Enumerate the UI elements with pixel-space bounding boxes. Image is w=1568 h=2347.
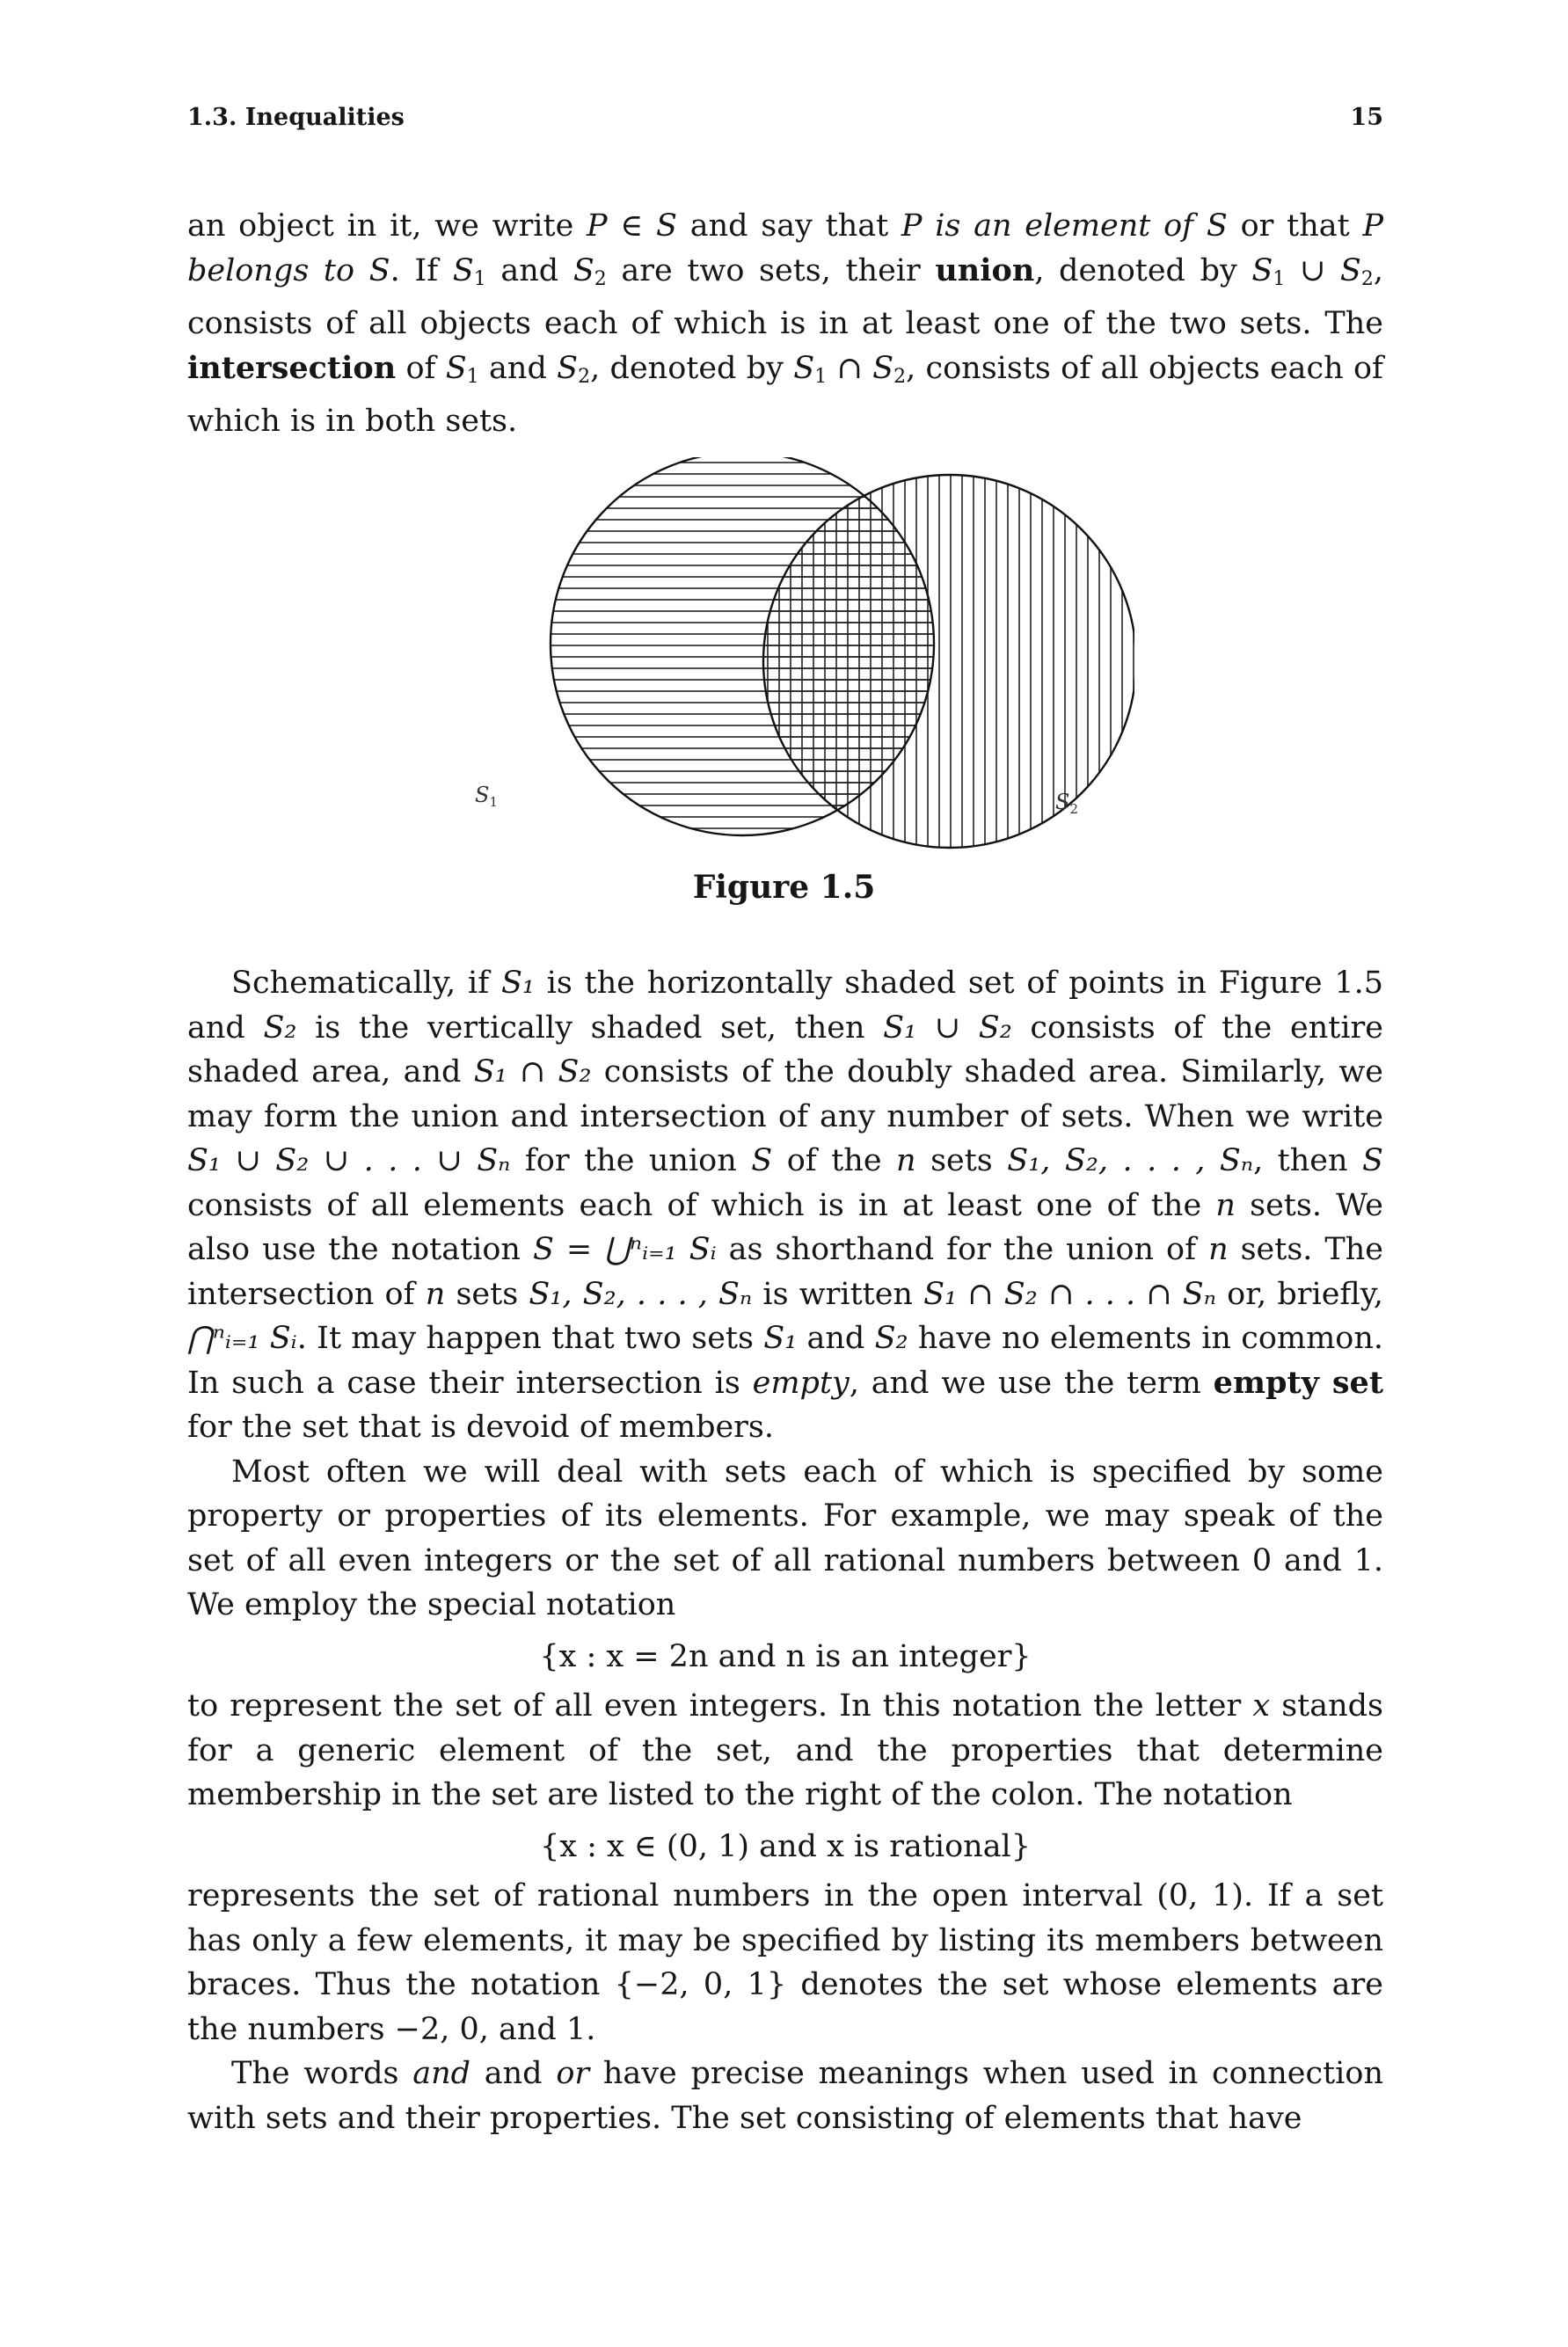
paragraph-2-text: Schematically, if S₁ is the horizontally shaded set of points in Figure 1.5 and S₂ is the vertically shaded set, then S₁ ∪ S₂ consists of the entire shaded area, and S₁ ∩ S₂ consists of the doubly shaded area. Similarly, we may form the union and intersection of any number of sets. When we write S₁ ∪ S₂ ∪ . . . ∪ Sₙ for the union S of the n sets S₁, S₂, . . . , Sₙ, then S consists of all elements each of which is in at least one of the n sets. We also use the notation S = ⋃ⁿᵢ₌₁ Sᵢ as shorthand for the union of n sets. The intersection of n sets S₁, S₂, . . . , Sₙ is written S₁ ∩ S₂ ∩ . . . ∩ Sₙ or, briefly, ⋂ⁿᵢ₌₁ Sᵢ. It may happen that two sets S₁ and S₂ have no elements in common. In such a case their intersection is empty, and we use the term empty set for the set that is devoid of members. (187, 966, 1384, 1445)
union-notation: S = ⋃ⁿᵢ₌₁ Sᵢ (532, 1232, 717, 1267)
paragraph-1 (187, 204, 1383, 444)
term-empty-set: empty set (1213, 1364, 1383, 1401)
paragraph-1-text: an object in it, we write P ∈ S and say that P is an element of S or that P belongs to S. If S1 and S2 are two sets, their union, denoted by S1 ∪ S2, consists of all objects each of which is in at least one of the two sets. The intersection of S1 and S2, denoted by S1 ∩ S2, consists of all objects each of which is in both sets. (187, 208, 1384, 439)
intersection-notation: ⋂ⁿᵢ₌₁ Sᵢ (187, 1321, 297, 1356)
paragraph-5-text: represents the set of rational numbers in the open interval (0, 1). If a set has only a few elements, it may be specified by listing its members between braces. Thus the notation {−2, 0, 1} denotes the set whose elements are the numbers −2, 0, and 1. (187, 1878, 1383, 2047)
paragraph-2 (187, 961, 1383, 2140)
equation-even-integers: {x : x = 2n and n is an integer} (539, 1638, 1032, 1674)
paragraph-3-text: Most often we will deal with sets each of which is specified by some property or properties of its elements. For example, we may speak of the set of all even integers or the set of all rational numbers between 0 and 1. We employ the special notation (187, 1454, 1383, 1622)
running-header (187, 104, 1383, 142)
label-s2: $S_2$ (1055, 790, 1078, 817)
equation-rationals: {x : x ∈ (0, 1) and x is rational} (539, 1828, 1032, 1864)
term-intersection: intersection (187, 349, 397, 386)
figure-caption: Figure 1.5 (692, 869, 876, 906)
section-title: 1.3. Inequalities (187, 104, 405, 131)
label-s1: $S_1$ (475, 783, 498, 810)
paragraph-4-text: to represent the set of all even integers. In this notation the letter x stands for a generic element of the set, and the properties that determine membership in the set are listed to the right of the colon. The notation (187, 1688, 1383, 1812)
venn-diagram (431, 457, 1134, 862)
page-number: 15 (1350, 104, 1383, 131)
term-union: union (935, 251, 1035, 288)
paragraph-6-text: The words and and or have precise meanings when used in connection with sets and their properties. The set consisting of elements that have (187, 2056, 1383, 2136)
